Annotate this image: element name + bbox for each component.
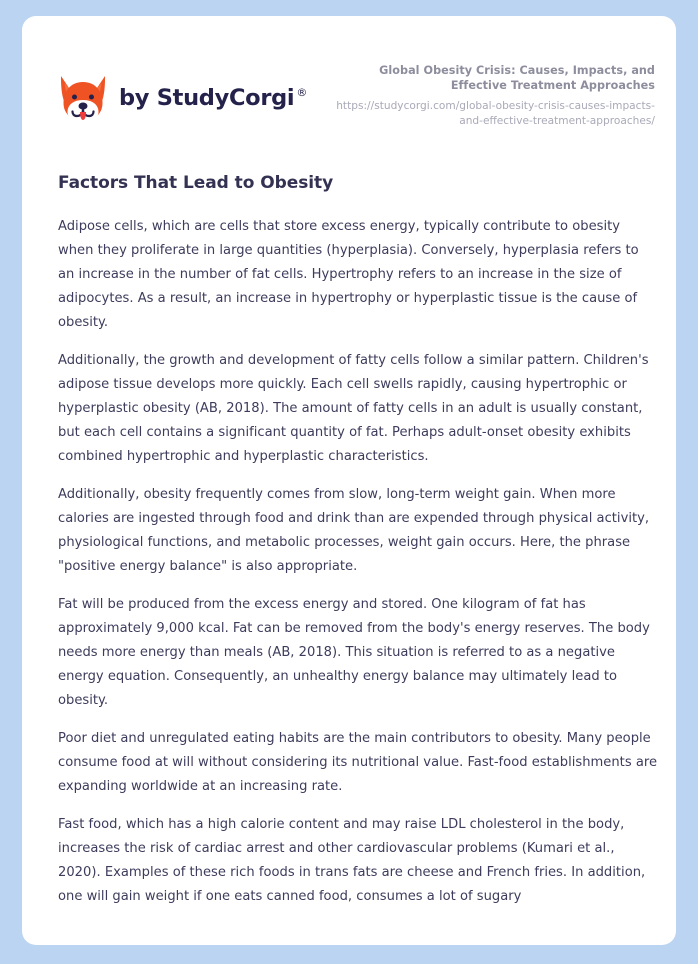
document-title: Global Obesity Crisis: Causes, Impacts, and Effective Treatment Approaches xyxy=(379,64,655,92)
article-paragraph: Additionally, the growth and development of fatty cells follow a similar pattern. Children's adipose tissue develops more quickly. Each cell swells rapidly, causing hypertrophic or hyperplastic obesity (AB, 2018). The amount of fatty cells in an adult is usually constant, but each cell contains a significant quantity of fat. Perhaps adult-onset obesity exhibits combined hypertrophic and hyperplastic characteristics. xyxy=(58,353,649,464)
registered-trademark-icon: ® xyxy=(296,86,308,100)
corgi-head-icon xyxy=(58,74,108,122)
brand-wordmark-text: by StudyCorgi xyxy=(119,84,295,111)
article-heading: Factors That Lead to Obesity xyxy=(58,173,334,193)
document-url[interactable]: https://studycorgi.com/global-obesity-crisis-causes-impacts-and-effective-treatment-approaches/ xyxy=(336,100,655,127)
article-paragraph: Poor diet and unregulated eating habits are the main contributors to obesity. Many people consume food at will without considering its nutritional value. Fast-food establishments are expanding worldwide at an increasing rate. xyxy=(58,731,658,794)
article-paragraph: Adipose cells, which are cells that store excess energy, typically contribute to obesity when they proliferate in large quantities (hyperplasia). Conversely, hyperplasia refers to an increase in the number of fat cells. Hypertrophy refers to an increase in the size of adipocytes. As a result, an increase in hypertrophy or hyperplastic tissue is the cause of obesity. xyxy=(58,219,639,330)
article-paragraph: Fat will be produced from the excess energy and stored. One kilogram of fat has approximately 9,000 kcal. Fat can be removed from the body's energy reserves. The body needs more energy than meals (AB, 2018). This situation is referred to as a negative energy equation. Consequently, an unhealthy energy balance may ultimately lead to obesity. xyxy=(58,597,650,708)
document-page-card xyxy=(22,16,676,945)
article-body xyxy=(58,171,659,909)
brand-logo-group[interactable] xyxy=(58,74,307,122)
header-document-meta xyxy=(325,64,655,128)
brand-wordmark xyxy=(119,84,308,111)
article-paragraph: Fast food, which has a high calorie content and may raise LDL cholesterol in the body, increases the risk of cardiac arrest and other cardiovascular problems (Kumari et al., 2020). Examples of these rich foods in trans fats are cheese and French fries. In addition, one will gain weight if one eats canned food, consumes a lot of sugary xyxy=(58,817,646,904)
document-header xyxy=(22,16,676,136)
article-paragraph: Additionally, obesity frequently comes from slow, long-term weight gain. When more calories are ingested through food and drink than are expended through physical activity, physiological functions, and metabolic processes, weight gain occurs. Here, the phrase "positive energy balance" is also appropriate. xyxy=(58,487,650,574)
